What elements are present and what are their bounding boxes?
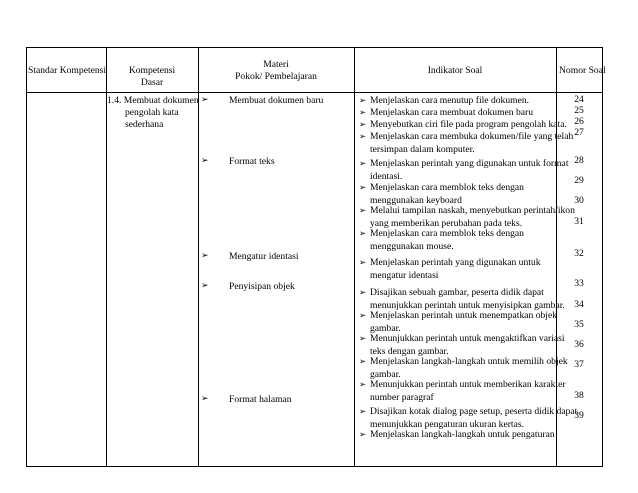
kompetensi-dasar-line3: sederhana — [125, 119, 164, 130]
bullet-arrow-icon: ➢ — [201, 281, 209, 291]
bullet-arrow-icon: ➢ — [359, 206, 367, 216]
bullet-arrow-icon: ➢ — [359, 229, 367, 239]
nomor-soal: 34 — [574, 299, 584, 310]
indikator-item: ➢ Menjelaskan perintah yang digunakan untuk mengatur identasi — [359, 257, 541, 281]
indikator-item: ➢ Menunjukkan perintah untuk memberikan karakter number paragraf — [359, 379, 566, 403]
nomor-soal: 32 — [574, 248, 584, 259]
header-nomor-soal: Nomor Soal — [559, 65, 606, 76]
indikator-item: ➢ Menjelaskan cara menutup file dokumen. — [359, 95, 530, 106]
bullet-arrow-icon: ➢ — [359, 311, 367, 321]
indikator-item: ➢ Menjelaskan langkah-langkah untuk memilih objek gambar. — [359, 356, 568, 380]
bullet-arrow-icon: ➢ — [359, 96, 367, 106]
bullet-arrow-icon: ➢ — [359, 183, 367, 193]
indikator-item: ➢ Menjelaskan cara membuat dokumen baru — [359, 107, 534, 118]
nomor-soal: 30 — [574, 195, 584, 206]
nomor-soal: 28 — [574, 155, 584, 166]
nomor-soal: 39 — [574, 410, 584, 421]
nomor-soal: 33 — [574, 278, 584, 289]
header-indikator-soal: Indikator Soal — [427, 65, 483, 76]
kompetensi-dasar-line2: pengolah kata — [125, 107, 179, 118]
nomor-soal: 29 — [574, 175, 584, 186]
indikator-item: ➢ Disajikan sebuah gambar, peserta didik dapat menunjukkan perintah untuk menyisipkan gambar. — [359, 287, 565, 311]
materi-item: Penyisipan objek — [229, 281, 295, 292]
indikator-item: ➢ Melalui tampilan naskah, menyebutkan perintah/ikon yang memberikan perubahan pada teks. — [359, 205, 575, 229]
bullet-arrow-icon: ➢ — [359, 380, 367, 390]
bullet-arrow-icon: ➢ — [359, 334, 367, 344]
indikator-item: ➢ Menjelaskan perintah yang digunakan untuk format identasi. — [359, 158, 569, 182]
nomor-soal: 27 — [574, 127, 584, 138]
bullet-arrow-icon: ➢ — [359, 159, 367, 169]
indikator-item: ➢ Menjelaskan perintah untuk menempatkan objek gambar. — [359, 310, 558, 334]
materi-item: Format halaman — [229, 394, 292, 405]
bullet-arrow-icon: ➢ — [359, 108, 367, 118]
indikator-item: ➢ Menjelaskan cara memblok teks dengan menggunakan keyboard — [359, 182, 524, 206]
header-standar-kompetensi: Standar Kompetensi — [28, 65, 107, 76]
bullet-arrow-icon: ➢ — [359, 132, 367, 142]
bullet-arrow-icon: ➢ — [201, 251, 209, 261]
nomor-soal: 36 — [574, 339, 584, 350]
materi-item: Membuat dokumen baru — [229, 95, 324, 106]
nomor-soal: 38 — [574, 390, 584, 401]
nomor-soal: 37 — [574, 359, 584, 370]
materi-item: Mengatur identasi — [229, 251, 299, 262]
header-materi-line2: Pokok/ Pembelajaran — [235, 71, 317, 82]
kompetensi-dasar-line1: 1.4. Membuat dokumen — [107, 95, 199, 106]
nomor-soal: 25 — [574, 105, 584, 116]
materi-item: Format teks — [229, 156, 275, 167]
header-materi-line1: Materi — [263, 59, 289, 70]
nomor-soal: 26 — [574, 116, 584, 127]
bullet-arrow-icon: ➢ — [201, 95, 209, 105]
header-divider — [26, 92, 603, 93]
col-divider-2 — [198, 47, 199, 467]
indikator-item: ➢ Menjelaskan cara memblok teks dengan menggunakan mouse. — [359, 228, 524, 252]
bullet-arrow-icon: ➢ — [201, 394, 209, 404]
bullet-arrow-icon: ➢ — [359, 120, 367, 130]
header-kompetensi-line1: Kompetensi — [128, 65, 176, 76]
nomor-soal: 35 — [574, 319, 584, 330]
indikator-item: ➢ Menjelaskan langkah-langkah untuk pengaturan — [359, 429, 555, 440]
col-divider-3 — [354, 47, 355, 467]
bullet-arrow-icon: ➢ — [359, 430, 367, 440]
bullet-arrow-icon: ➢ — [359, 258, 367, 268]
indikator-item: ➢ Menunjukkan perintah untuk mengaktifkan variasi teks dengan gambar. — [359, 333, 565, 357]
indikator-item: ➢ Disajikan kotak dialog page setup, peserta didik dapat menunjukkan pengaturan ukuran kertas. — [359, 406, 578, 430]
header-kompetensi-line2: Dasar — [140, 77, 164, 88]
bullet-arrow-icon: ➢ — [359, 407, 367, 417]
nomor-soal: 24 — [574, 94, 584, 105]
bullet-arrow-icon: ➢ — [359, 288, 367, 298]
indikator-item: ➢ Menjelaskan cara membuka dokumen/file yang telah tersimpan dalam komputer. — [359, 131, 574, 155]
bullet-arrow-icon: ➢ — [359, 357, 367, 367]
bullet-arrow-icon: ➢ — [201, 156, 209, 166]
indikator-item: ➢ Menyebutkan ciri file pada program pengolah kata. — [359, 119, 567, 130]
nomor-soal: 31 — [574, 216, 584, 227]
col-divider-1 — [106, 47, 107, 467]
